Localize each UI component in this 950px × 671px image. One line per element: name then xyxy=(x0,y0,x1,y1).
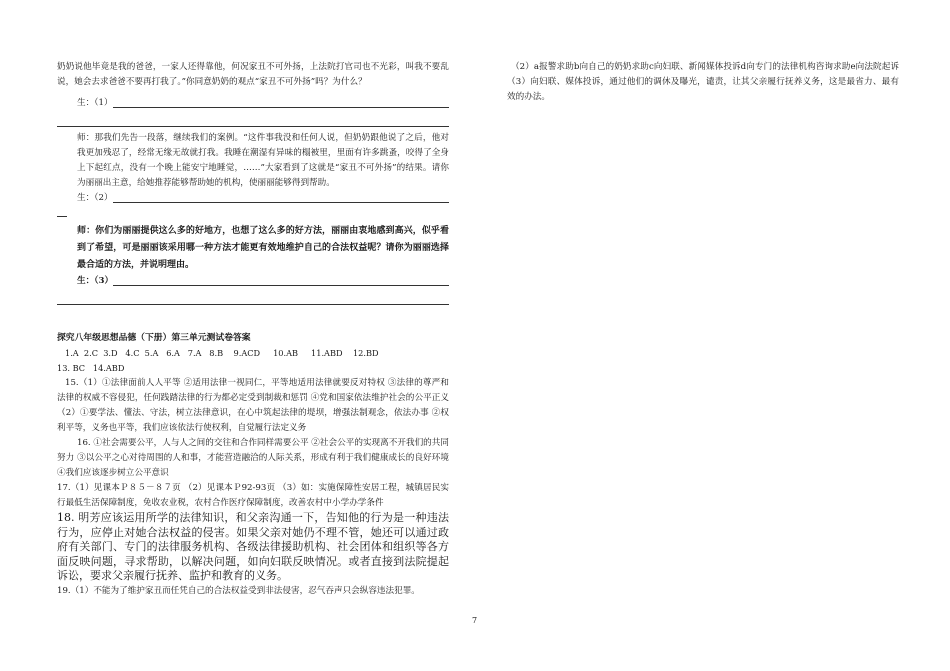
left-column xyxy=(57,60,449,599)
answer-15: 15.（1）①法律面前人人平等 ②适用法律一视同仁，平等地适用法律就要反对特权 ③法律的尊严和法律的权威不容侵犯，任何践踏法律的行为都必定受到制裁和惩罚 ④党和国家依法维护社会的公平正义 （2）①要学法、懂法、守法，树立法律意识，在心中筑起法律的堤坝，增强法制观念，依法办事 ②权利平等，义务也平等，我们应该依法行使权利，自觉履行法定义务 xyxy=(57,378,449,433)
answer-blank-2b[interactable] xyxy=(57,216,67,217)
answer-blank-2[interactable] xyxy=(113,202,449,203)
right-column xyxy=(507,60,899,105)
paragraph-teacher-case: 师：那我们先告一段落，继续我们的案例。“这件事我没和任何人说，但奶奶跟他说了之后，他对我更加残忍了，经常无缘无故就打我。我睡在潮湿有异味的榻被里，里面有许多跳蚤，咬得了全身上下起红点，没有一个晚上能安宁地睡觉，……”大家看到了这就是“家丑不可外扬”的结果。请你为丽丽出主意，给她推荐能够帮助她的机构，使丽丽能够得到帮助。 xyxy=(77,133,449,188)
answer-line-2 xyxy=(57,191,449,206)
answer-blank-3b[interactable] xyxy=(57,304,449,305)
answer-blank-1b[interactable] xyxy=(57,126,449,127)
answer-blank-3[interactable] xyxy=(113,285,449,286)
answer-16: 16. ①社会需要公平，人与人之间的交往和合作同样需要公平 ②社会公平的实现离不开我们的共同努力 ③以公平之心对待周围的人和事，才能营造融洽的人际关系，形成有利于我们健康成长的良好环境 ④我们应该逐步树立公平意识 xyxy=(57,438,449,478)
answer-18: 18. 明芳应该运用所学的法律知识，和父亲沟通一下，告知他的行为是一种违法行为，应停止对她合法权益的侵害。如果父亲对她仍不理不管，她还可以通过政府有关部门、专门的法律服务机构、各级法律援助机构、社会团体和组织等各方面反映问题，寻求帮助，以解决问题，如向妇联反映情况。或者直接到法院提起诉讼，要求父亲履行抚养、监护和教育的义务。 xyxy=(57,511,449,583)
answer-label-3: 生：（3） xyxy=(77,276,114,286)
answer-key-title: 探究八年级思想品德（下册）第三单元测试卷答案 xyxy=(57,333,251,343)
paragraph-teacher-question: 师：你们为丽丽提供这么多的好地方，也想了这么多的好方法，丽丽由衷地感到高兴，似乎看到了希望，可是丽丽该采用哪一种方法才能更有效地维护自己的合法权益呢？请你为丽丽选择最合适的方法，并说明理由。 xyxy=(77,226,449,270)
answer-blank-1[interactable] xyxy=(113,107,449,108)
answer-label-2: 生：（2） xyxy=(77,193,113,203)
answer-label-1: 生：（1） xyxy=(77,98,113,108)
answer-line-1 xyxy=(57,96,449,111)
answer-17: 17.（1）见课本Ｐ８５－８７页 （2）见课本Ｐ92-93页 （3）如：实施保障性安居工程，城镇居民实行最低生活保障制度，免收农业税，农村合作医疗保障制度，改善农村中小学办学条件 xyxy=(57,483,449,508)
answer-19-continued: （2）a报警求助b向自己的奶奶求助c向妇联、新闻媒体投诉d向专门的法律机构咨询求助e向法院起诉（3）向妇联、媒体投诉，通过他们的调休及曝光，谴责，让其父亲履行抚养义务，这是最省力、最有效的办法。 xyxy=(507,62,899,102)
page-number: 7 xyxy=(472,616,478,625)
mcq-answers-2: 13. BC 14.ABD xyxy=(57,363,125,373)
paragraph-grandma-quote: 奶奶说他毕竟是我的爸爸，一家人还得靠他，何况家丑不可外扬，上法院打官司也不光彩，叫我不要乱说，她会去求爸爸不要再打我了。”你同意奶奶的观点“家丑不可外扬”吗？为什么？ xyxy=(57,62,449,87)
answer-19: 19.（1）不能为了维护家丑而任凭自己的合法权益受到非法侵害，忍气吞声只会纵容违法犯罪。 xyxy=(57,585,420,596)
mcq-answers-1: 1.A 2.C 3.D 4.C 5.A 6.A 7.A 8.B 9.ACD 10.AB 11.ABD 12.BD xyxy=(65,348,379,358)
answer-line-3 xyxy=(57,274,449,289)
